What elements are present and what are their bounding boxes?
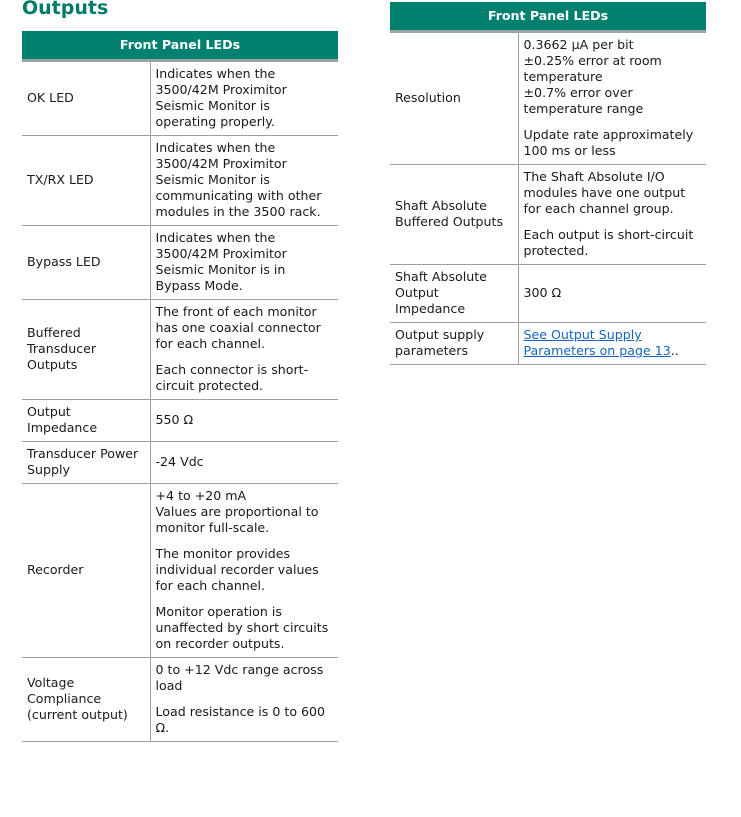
- table-row-ok-led: [22, 61, 338, 136]
- row-value: [150, 484, 338, 658]
- row-label: Transducer Power Supply: [22, 442, 150, 484]
- table-row-voltage-compliance-current-output: [22, 658, 338, 742]
- row-label: Voltage Compliance (current output): [22, 658, 150, 742]
- link-suffix: ..: [670, 343, 679, 358]
- row-value: [150, 400, 338, 442]
- row-value: [150, 226, 338, 300]
- table-row-output-supply-parameters: [390, 323, 706, 365]
- table-row-shaft-absolute-buffered-outputs: [390, 165, 706, 265]
- value-paragraph: The Shaft Absolute I/O modules have one output for each channel group.: [523, 169, 686, 216]
- value-paragraph: Indicates when the 3500/42M Proximitor Seismic Monitor is operating properly.: [155, 66, 287, 129]
- row-label: Recorder: [22, 484, 150, 658]
- row-label: Shaft Absolute Buffered Outputs: [390, 165, 518, 265]
- table-row-buffered-transducer-outputs: [22, 300, 338, 400]
- value-paragraph: [524, 327, 702, 359]
- table-row-output-impedance: [22, 400, 338, 442]
- output-supply-parameters-link[interactable]: See Output Supply Parameters on page 13: [523, 327, 671, 358]
- table-row-shaft-absolute-output-impedance: [390, 265, 706, 323]
- table-header: Front Panel LEDs: [390, 2, 706, 32]
- row-label: Shaft Absolute Output Impedance: [390, 265, 518, 323]
- value-paragraph: 0 to +12 Vdc range across load: [155, 662, 324, 693]
- value-paragraph: -24 Vdc: [155, 454, 204, 469]
- value-paragraph: Monitor operation is unaffected by short circuits on recorder outputs.: [155, 604, 329, 651]
- front-panel-leds-table-right: [390, 2, 706, 365]
- table-row-tx-rx-led: [22, 136, 338, 226]
- row-value: [518, 323, 706, 365]
- row-label: Output supply parameters: [390, 323, 518, 365]
- table-row-transducer-power-supply: [22, 442, 338, 484]
- row-label: Buffered Transducer Outputs: [22, 300, 150, 400]
- table-row-recorder: [22, 484, 338, 658]
- row-label: Output Impedance: [22, 400, 150, 442]
- value-paragraph: 300 Ω: [523, 285, 562, 300]
- row-value: [518, 32, 706, 165]
- row-value: [518, 165, 706, 265]
- row-label: Bypass LED: [22, 226, 150, 300]
- value-paragraph: Load resistance is 0 to 600 Ω.: [155, 704, 326, 735]
- table-row-resolution: [390, 32, 706, 165]
- row-value: [518, 265, 706, 323]
- row-label: OK LED: [22, 61, 150, 136]
- row-value: [150, 658, 338, 742]
- row-value: [150, 136, 338, 226]
- value-paragraph: Each output is short-circuit protected.: [523, 227, 694, 258]
- value-paragraph: 0.3662 µA per bit ±0.25% error at room temperature ±0.7% error over temperature range: [523, 37, 662, 116]
- row-value: [150, 61, 338, 136]
- value-paragraph: Each connector is short-circuit protected.: [155, 362, 309, 393]
- row-value: [150, 442, 338, 484]
- row-label: Resolution: [390, 32, 518, 165]
- value-paragraph: Update rate approximately 100 ms or less: [523, 127, 694, 158]
- value-paragraph: Indicates when the 3500/42M Proximitor Seismic Monitor is communicating with other modules in the 3500 rack.: [155, 140, 322, 219]
- value-paragraph: The monitor provides individual recorder values for each channel.: [155, 546, 319, 593]
- table-row-bypass-led: [22, 226, 338, 300]
- value-paragraph: Indicates when the 3500/42M Proximitor Seismic Monitor is in Bypass Mode.: [155, 230, 287, 293]
- value-paragraph: 550 Ω: [155, 412, 194, 427]
- value-paragraph: The front of each monitor has one coaxial connector for each channel.: [155, 304, 321, 351]
- value-paragraph: +4 to +20 mA Values are proportional to monitor full-scale.: [155, 488, 319, 535]
- row-label: TX/RX LED: [22, 136, 150, 226]
- section-heading: Outputs: [22, 0, 109, 19]
- front-panel-leds-table-left: [22, 31, 338, 742]
- table-header: Front Panel LEDs: [22, 31, 338, 61]
- row-value: [150, 300, 338, 400]
